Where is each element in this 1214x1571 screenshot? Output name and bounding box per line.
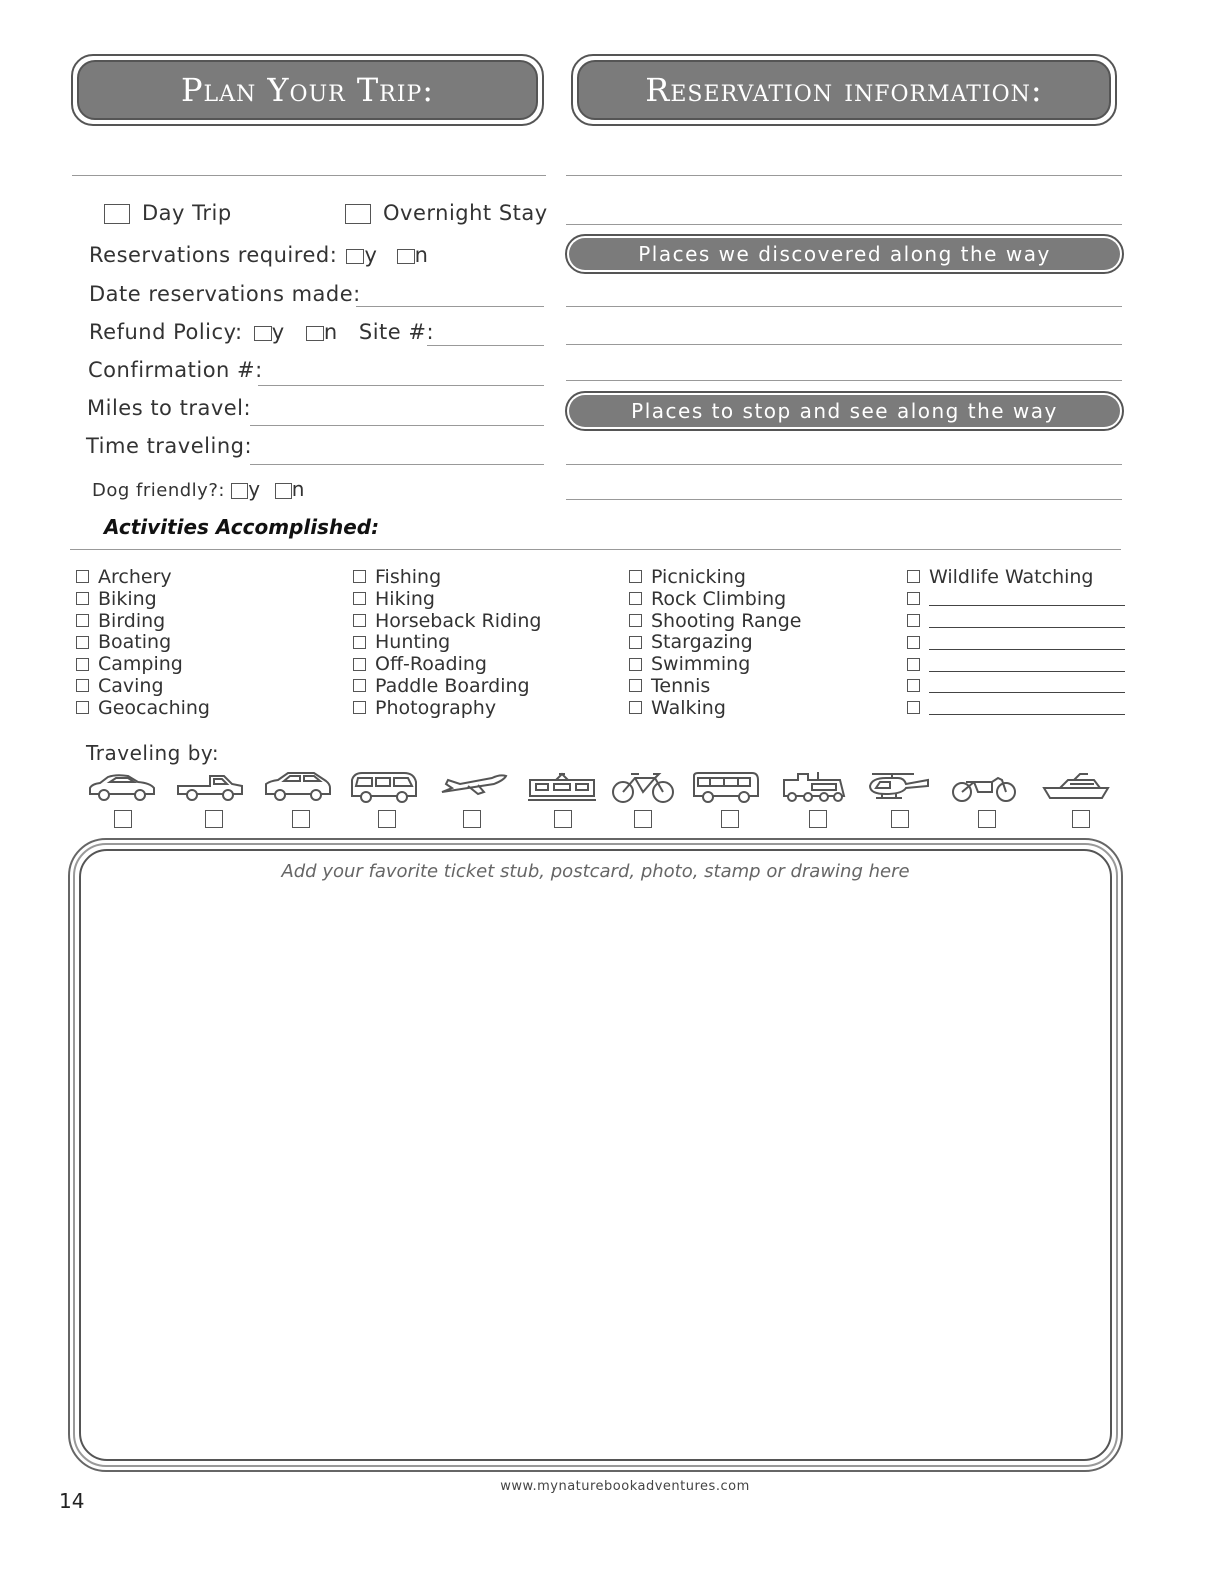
activity-checkbox[interactable] xyxy=(353,658,366,671)
activity-label: Wildlife Watching xyxy=(929,565,1094,588)
activity-checkbox[interactable] xyxy=(76,636,89,649)
activity-blank-line[interactable] xyxy=(929,635,1125,650)
activity-item[interactable] xyxy=(76,588,210,610)
activity-label: Boating xyxy=(98,631,172,654)
yes-label: y xyxy=(271,320,285,344)
activity-checkbox[interactable] xyxy=(76,679,89,692)
dog-friendly-row xyxy=(92,477,305,501)
activity-item[interactable] xyxy=(76,675,210,697)
activity-label: Picnicking xyxy=(651,565,746,588)
refund-no-checkbox[interactable] xyxy=(306,326,324,341)
refund-yes-checkbox[interactable] xyxy=(254,326,272,341)
activity-label: Archery xyxy=(98,565,172,588)
activity-checkbox[interactable] xyxy=(629,636,642,649)
activity-item[interactable] xyxy=(353,653,541,675)
activity-item-blank[interactable] xyxy=(907,653,1125,675)
bus-icon xyxy=(690,770,762,804)
van-checkbox[interactable] xyxy=(378,810,396,828)
activities-column-2 xyxy=(353,566,541,719)
train-checkbox[interactable] xyxy=(809,810,827,828)
boat-icon xyxy=(1040,770,1112,804)
airplane-checkbox[interactable] xyxy=(463,810,481,828)
activity-item[interactable] xyxy=(353,675,541,697)
activity-item[interactable] xyxy=(629,653,801,675)
miles-to-travel-label: Miles to travel: xyxy=(87,396,252,420)
activity-item[interactable] xyxy=(76,566,210,588)
day-trip-checkbox[interactable] xyxy=(104,204,130,224)
activity-checkbox[interactable] xyxy=(629,592,642,605)
activity-item[interactable] xyxy=(629,566,801,588)
confirmation-number-label: Confirmation #: xyxy=(88,358,263,382)
helicopter-icon xyxy=(862,770,934,804)
activity-item[interactable] xyxy=(76,610,210,632)
traveling-by-title: Traveling by: xyxy=(86,741,220,765)
activity-blank-line[interactable] xyxy=(929,700,1125,715)
bus-checkbox[interactable] xyxy=(721,810,739,828)
date-reservations-made-field[interactable] xyxy=(356,306,544,307)
refund-policy-row xyxy=(89,320,434,344)
activity-label: Horseback Riding xyxy=(375,609,542,632)
activity-label: Birding xyxy=(98,609,166,632)
dog-friendly-no-checkbox[interactable] xyxy=(275,483,292,499)
activity-label: Hiking xyxy=(375,587,435,610)
discovered-line-1[interactable] xyxy=(566,306,1122,307)
reservation-line-2[interactable] xyxy=(566,224,1122,225)
stop-line-1[interactable] xyxy=(566,464,1122,465)
activity-checkbox[interactable] xyxy=(353,592,366,605)
discovered-line-2[interactable] xyxy=(566,344,1122,345)
activity-item[interactable] xyxy=(76,653,210,675)
activity-item[interactable] xyxy=(629,588,801,610)
activity-item[interactable] xyxy=(353,588,541,610)
bicycle-icon xyxy=(607,770,679,804)
activity-checkbox[interactable] xyxy=(907,679,920,692)
reservation-line-1[interactable] xyxy=(566,175,1122,176)
suv-checkbox[interactable] xyxy=(292,810,310,828)
activity-item-blank[interactable] xyxy=(907,631,1125,653)
activity-checkbox[interactable] xyxy=(629,614,642,627)
confirmation-number-field[interactable] xyxy=(258,385,544,386)
activity-label: Stargazing xyxy=(651,631,753,654)
train-icon xyxy=(778,770,850,804)
activity-label: Hunting xyxy=(375,631,451,654)
activity-checkbox[interactable] xyxy=(907,614,920,627)
pickup-truck-icon xyxy=(174,770,246,804)
no-label: n xyxy=(291,477,305,501)
activity-item-blank[interactable] xyxy=(907,675,1125,697)
activity-item[interactable] xyxy=(353,697,541,719)
date-reservations-made-label: Date reservations made: xyxy=(89,282,361,306)
activity-checkbox[interactable] xyxy=(76,614,89,627)
tram-icon xyxy=(526,770,598,804)
activity-checkbox[interactable] xyxy=(629,658,642,671)
activity-item[interactable] xyxy=(76,631,210,653)
activities-column-1 xyxy=(76,566,210,719)
no-label: n xyxy=(414,243,429,267)
activity-label: Photography xyxy=(375,696,497,719)
reservations-required-label: Reservations required: xyxy=(89,243,338,267)
site-number-field[interactable] xyxy=(427,345,544,346)
activity-item[interactable] xyxy=(353,631,541,653)
time-traveling-field[interactable] xyxy=(250,464,544,465)
activity-label: Caving xyxy=(98,674,164,697)
discovered-line-3[interactable] xyxy=(566,380,1122,381)
activity-item-blank[interactable] xyxy=(907,588,1125,610)
activity-checkbox[interactable] xyxy=(907,592,920,605)
activity-item[interactable] xyxy=(76,697,210,719)
page-number: 14 xyxy=(59,1489,85,1513)
activity-checkbox[interactable] xyxy=(76,701,89,714)
reservations-yes-checkbox[interactable] xyxy=(346,249,364,264)
motorcycle-checkbox[interactable] xyxy=(978,810,996,828)
helicopter-checkbox[interactable] xyxy=(891,810,909,828)
activities-column-4 xyxy=(907,566,1125,719)
places-to-stop-title: Places to stop and see along the way xyxy=(569,395,1120,427)
site-number-label: Site #: xyxy=(358,320,435,344)
activity-blank-line[interactable] xyxy=(929,591,1125,606)
memento-area[interactable] xyxy=(79,849,1112,1461)
activity-checkbox[interactable] xyxy=(76,658,89,671)
activity-label: Swimming xyxy=(651,653,751,676)
day-trip-option[interactable] xyxy=(104,201,232,225)
activity-item[interactable] xyxy=(629,610,801,632)
activity-checkbox[interactable] xyxy=(629,701,642,714)
stop-line-2[interactable] xyxy=(566,499,1122,500)
reservation-information-title: Reservation information: xyxy=(577,60,1111,120)
activity-item-blank[interactable] xyxy=(907,697,1125,719)
plan-line-1[interactable] xyxy=(72,175,546,176)
overnight-stay-checkbox[interactable] xyxy=(345,204,371,224)
activities-divider xyxy=(70,549,1121,550)
activity-checkbox[interactable] xyxy=(629,679,642,692)
tram-checkbox[interactable] xyxy=(554,810,572,828)
airplane-icon xyxy=(438,770,510,804)
activity-label: Camping xyxy=(98,653,183,676)
activity-item[interactable] xyxy=(629,675,801,697)
activity-checkbox[interactable] xyxy=(907,636,920,649)
yes-label: y xyxy=(364,243,378,267)
overnight-stay-option[interactable] xyxy=(345,201,548,225)
reservations-required-row xyxy=(89,243,428,267)
overnight-stay-label: Overnight Stay xyxy=(383,201,548,225)
activity-item[interactable] xyxy=(353,566,541,588)
activity-checkbox[interactable] xyxy=(907,570,920,583)
miles-to-travel-field[interactable] xyxy=(250,425,544,426)
activity-label: Tennis xyxy=(651,674,711,697)
activity-label: Walking xyxy=(651,696,726,719)
activity-checkbox[interactable] xyxy=(353,570,366,583)
car-icon xyxy=(86,770,158,804)
activity-checkbox[interactable] xyxy=(76,592,89,605)
activities-title: Activities Accomplished: xyxy=(104,515,380,539)
activity-blank-line[interactable] xyxy=(929,657,1125,672)
reservation-information-banner xyxy=(571,54,1117,126)
activity-item[interactable] xyxy=(629,697,801,719)
activity-checkbox[interactable] xyxy=(629,570,642,583)
activity-checkbox[interactable] xyxy=(353,636,366,649)
activity-checkbox[interactable] xyxy=(353,701,366,714)
activity-blank-line[interactable] xyxy=(929,678,1125,693)
activity-label: Geocaching xyxy=(98,696,210,719)
dog-friendly-label: Dog friendly?: xyxy=(92,480,225,501)
activity-label: Fishing xyxy=(375,565,442,588)
dog-friendly-yes-checkbox[interactable] xyxy=(231,483,248,499)
activity-checkbox[interactable] xyxy=(353,614,366,627)
plan-your-trip-banner xyxy=(71,54,544,126)
activity-item[interactable] xyxy=(629,631,801,653)
van-icon xyxy=(348,770,420,804)
activity-checkbox[interactable] xyxy=(76,570,89,583)
yes-label: y xyxy=(248,477,261,501)
refund-policy-label: Refund Policy: xyxy=(89,320,243,344)
boat-checkbox[interactable] xyxy=(1072,810,1090,828)
footer-url: www.mynaturebookadventures.com xyxy=(500,1479,750,1494)
activity-checkbox[interactable] xyxy=(907,701,920,714)
time-traveling-label: Time traveling: xyxy=(86,434,253,458)
activity-label: Biking xyxy=(98,587,157,610)
activity-checkbox[interactable] xyxy=(353,679,366,692)
pickup-truck-checkbox[interactable] xyxy=(205,810,223,828)
day-trip-label: Day Trip xyxy=(142,201,232,225)
activity-label: Shooting Range xyxy=(651,609,802,632)
activity-item-blank[interactable] xyxy=(907,610,1125,632)
activity-label: Off-Roading xyxy=(375,653,487,676)
activity-checkbox[interactable] xyxy=(907,658,920,671)
activities-column-3 xyxy=(629,566,801,719)
activity-label: Paddle Boarding xyxy=(375,674,530,697)
places-discovered-banner xyxy=(565,234,1124,274)
activity-label: Rock Climbing xyxy=(651,587,787,610)
car-checkbox[interactable] xyxy=(114,810,132,828)
motorcycle-icon xyxy=(948,770,1020,804)
suv-icon xyxy=(262,770,334,804)
memento-caption: Add your favorite ticket stub, postcard, photo, stamp or drawing here xyxy=(281,861,910,882)
reservations-no-checkbox[interactable] xyxy=(397,249,415,264)
places-to-stop-banner xyxy=(565,391,1124,431)
places-discovered-title: Places we discovered along the way xyxy=(569,238,1120,270)
plan-your-trip-title: Plan Your Trip: xyxy=(77,60,538,120)
activity-item[interactable] xyxy=(353,610,541,632)
no-label: n xyxy=(323,320,338,344)
bicycle-checkbox[interactable] xyxy=(634,810,652,828)
activity-item[interactable] xyxy=(907,566,1125,588)
activity-blank-line[interactable] xyxy=(929,613,1125,628)
